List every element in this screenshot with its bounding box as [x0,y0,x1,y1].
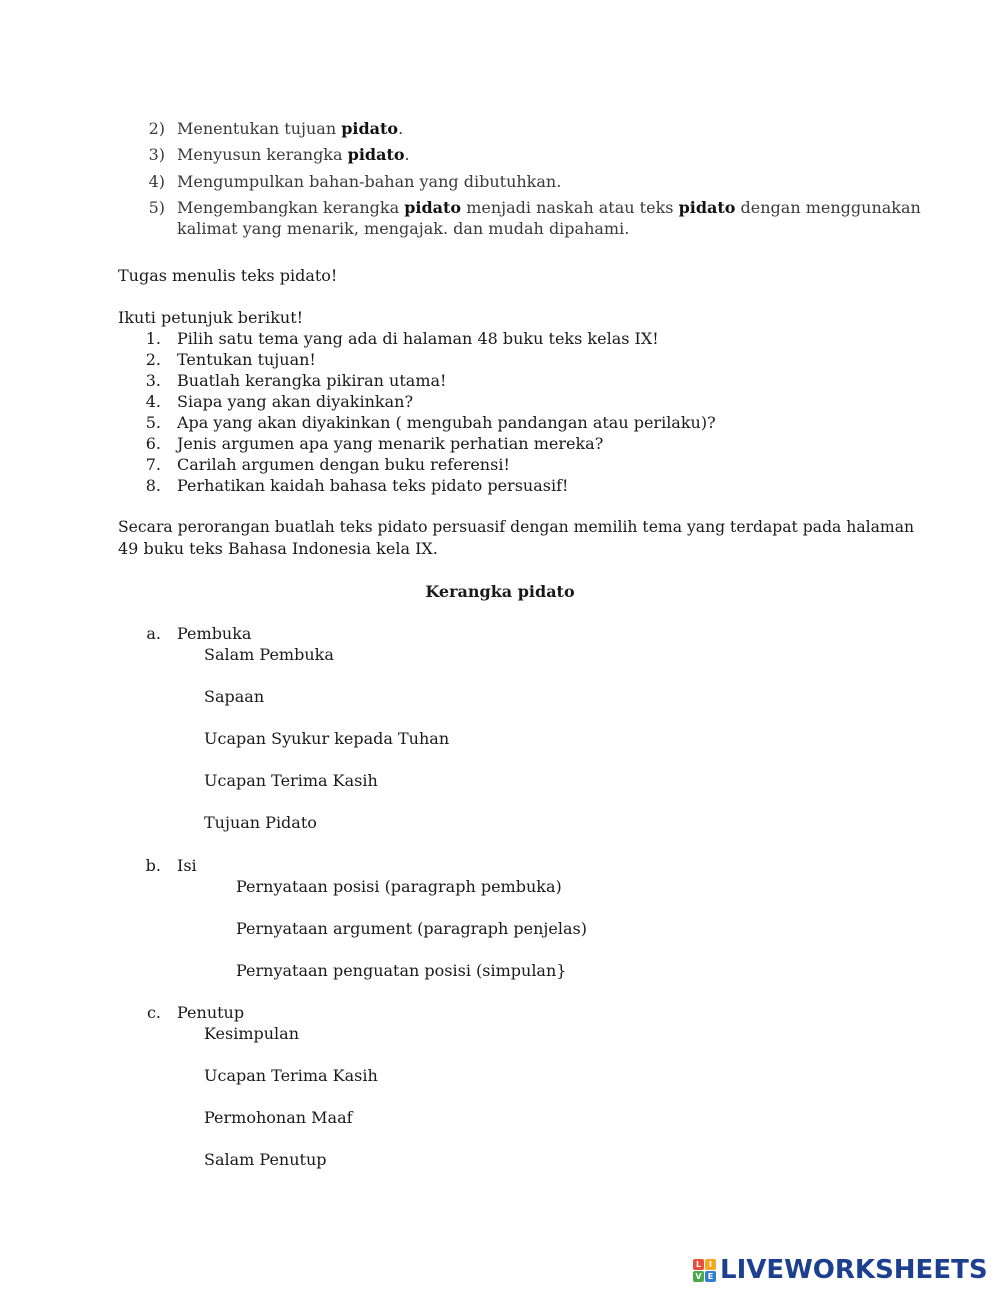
outline-item: Ucapan Syukur kepada Tuhan [204,729,450,748]
liveworksheets-logo [693,1254,988,1286]
step-text: Menentukan tujuan pidato. [177,119,404,138]
instruction-number: 5. [145,413,161,432]
step-number: 5) [148,198,165,217]
instruction-text: Siapa yang akan diyakinkan? [177,392,414,411]
instruction-number: 6. [145,434,161,453]
outline-section-penutup: Penutup [177,1003,245,1022]
step-text: Mengembangkan kerangka pidato menjadi naskah atau teks pidato dengan menggunakan [177,198,921,217]
outline-item: Pernyataan argument (paragraph penjelas) [236,919,587,938]
outline-item: Tujuan Pidato [204,813,317,832]
outline-section-letter: c. [146,1003,161,1022]
instruction-number: 2. [145,350,161,369]
instruction-number: 7. [145,455,161,474]
instruction-text: Apa yang akan diyakinkan ( mengubah pandangan atau perilaku)? [177,413,716,432]
instruction-number: 1. [145,329,161,348]
outline-item: Ucapan Terima Kasih [204,771,378,790]
outline-item: Sapaan [204,687,265,706]
logo-text: LIVEWORKSHEETS [720,1255,988,1285]
outline-item: Salam Pembuka [204,645,334,664]
instruction-number: 8. [145,476,161,495]
instruction-text: Carilah argumen dengan buku referensi! [177,455,510,474]
instruction-text: Jenis argumen apa yang menarik perhatian mereka? [177,434,604,453]
instructions-intro: Ikuti petunjuk berikut! [118,308,304,327]
step-text: Mengumpulkan bahan-bahan yang dibutuhkan. [177,172,562,191]
outline-section-isi: Isi [177,856,197,875]
instruction-text: Pilih satu tema yang ada di halaman 48 buku teks kelas IX! [177,329,659,348]
task-paragraph: Secara perorangan buatlah teks pidato persuasif dengan memilih tema yang terdapat pada halaman [118,518,915,536]
task-heading: Tugas menulis teks pidato! [118,266,338,285]
outline-section-pembuka: Pembuka [177,624,252,643]
logo-mark-icon: L I V E [693,1259,716,1282]
outline-section-letter: a. [146,624,161,643]
outline-item: Permohonan Maaf [204,1108,353,1127]
step-number: 4) [148,172,165,191]
step-number: 2) [148,119,165,138]
outline-section-letter: b. [145,856,161,875]
instruction-number: 4. [145,392,161,411]
outline-item: Kesimpulan [204,1024,299,1043]
instruction-text: Perhatikan kaidah bahasa teks pidato persuasif! [177,476,569,495]
outline-item: Pernyataan posisi (paragraph pembuka) [236,877,562,896]
task-paragraph-line2: 49 buku teks Bahasa Indonesia kela IX. [118,539,438,558]
outline-item: Salam Penutup [204,1150,327,1169]
outline-item: Ucapan Terima Kasih [204,1066,378,1085]
step-text: Menyusun kerangka pidato. [177,145,410,164]
instruction-number: 3. [145,371,161,390]
step-number: 3) [148,145,165,164]
outline-item: Pernyataan penguatan posisi (simpulan} [236,961,567,980]
outline-title: Kerangka pidato [425,582,575,601]
instruction-text: Tentukan tujuan! [177,350,316,369]
step-text-continued: kalimat yang menarik, mengajak. dan mudah dipahami. [177,219,630,238]
instruction-text: Buatlah kerangka pikiran utama! [177,371,447,390]
